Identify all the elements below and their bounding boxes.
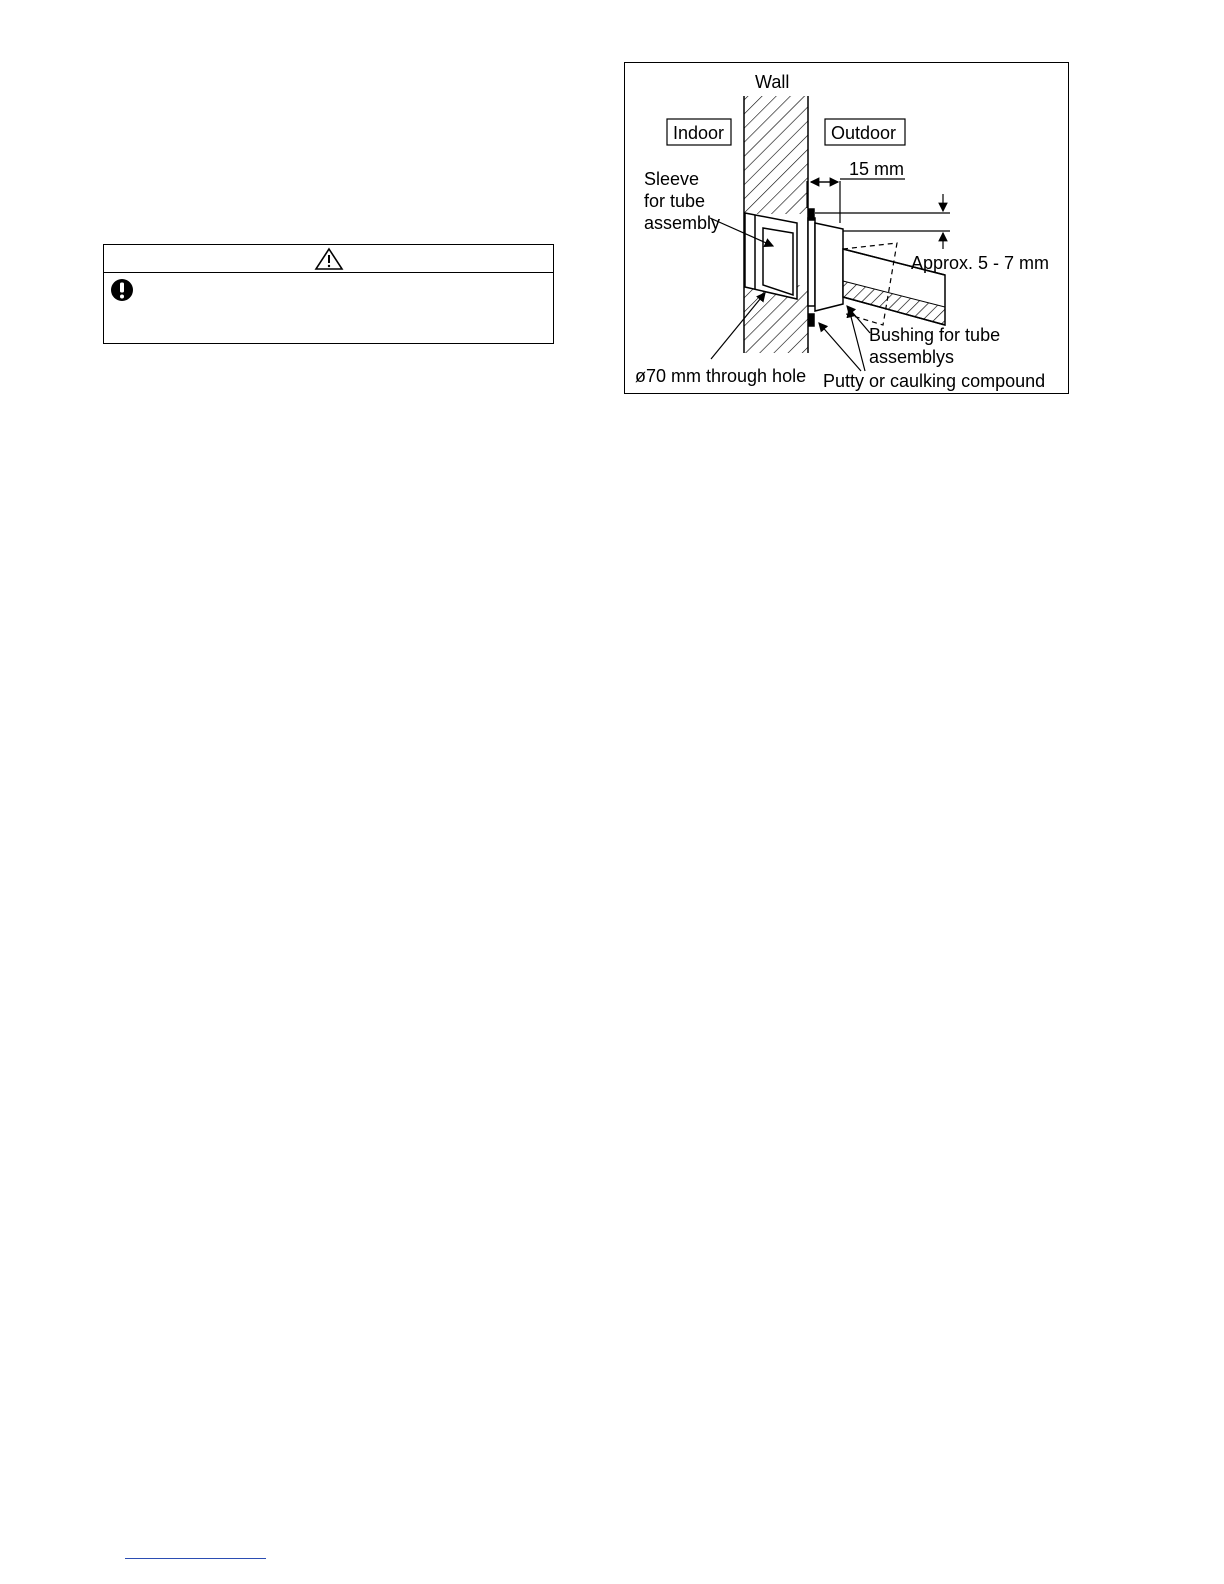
bushing-label-line2: assemblys [869, 347, 955, 367]
sleeve-label-line1: Sleeve [644, 169, 700, 189]
through-hole-label: ø70 mm through hole [635, 366, 807, 386]
putty-label: Putty or caulking compound [823, 371, 1046, 391]
outdoor-label: Outdoor [831, 123, 897, 143]
tube-sleeve [745, 213, 797, 299]
mandatory-exclamation-icon [110, 278, 134, 302]
dimension-15mm [807, 179, 905, 223]
caution-box [103, 244, 554, 344]
wall-label: Wall [755, 72, 790, 92]
wall-sleeve-diagram [624, 62, 1069, 394]
footer-rule [125, 1558, 266, 1559]
warning-triangle-icon [314, 247, 344, 271]
indoor-label: Indoor [673, 123, 725, 143]
approx-label: Approx. 5 - 7 mm [911, 253, 1050, 273]
dimension-15-label: 15 mm [849, 159, 905, 179]
sleeve-label-line2: for tube [644, 191, 706, 211]
caution-header [104, 245, 553, 273]
bushing [808, 209, 843, 326]
bushing-label-line1: Bushing for tube [869, 325, 1001, 345]
sleeve-label-line3: assembly [644, 213, 721, 233]
